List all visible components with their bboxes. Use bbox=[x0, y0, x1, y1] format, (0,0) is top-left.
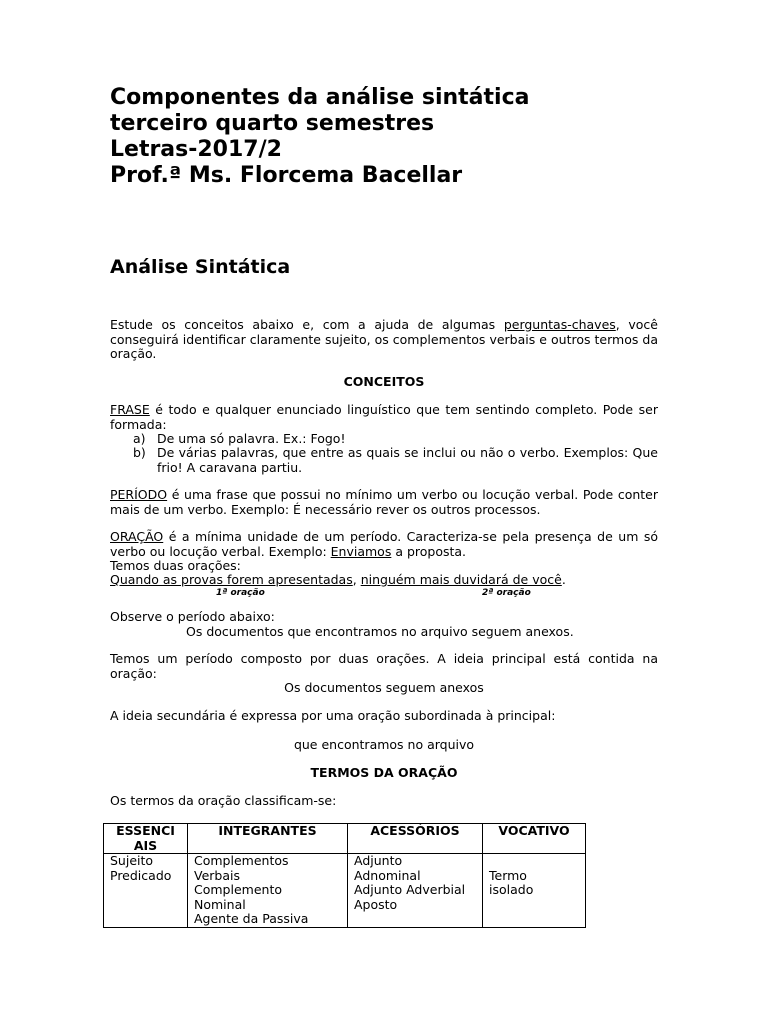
clause-2: ninguém mais duvidará de você bbox=[360, 572, 562, 587]
clause-separator: , bbox=[352, 572, 361, 587]
observe-example: Os documentos que encontramos no arquivo seguem anexos. bbox=[186, 624, 574, 639]
intro-text-end: , você conseguirá identificar claramente sujeito, os complementos verbais e outros termos da oração. bbox=[110, 317, 658, 361]
document-header bbox=[110, 85, 529, 189]
column-header-vocativo: VOCATIVO bbox=[483, 824, 586, 854]
cell-line: Verbais bbox=[194, 867, 240, 883]
header-line-1: Componentes da análise sintática bbox=[110, 85, 530, 110]
list-item-text: De uma só palavra. Ex.: Fogo! bbox=[157, 431, 346, 446]
intro-text-start: Estude os conceitos abaixo e, com a ajuda de algumas bbox=[110, 317, 504, 332]
oracao-paragraph bbox=[110, 530, 658, 559]
secundaria-example: que encontramos no arquivo bbox=[293, 737, 475, 752]
cell-line: Agente da Passiva bbox=[194, 911, 309, 926]
cell-acessorios bbox=[348, 854, 483, 928]
principal-clause: Os documentos seguem anexos bbox=[284, 680, 484, 695]
list-marker: b) bbox=[133, 445, 146, 460]
cell-line: Adjunto Adverbial bbox=[354, 882, 466, 897]
oracao-text: é a mínima unidade de um período. Caracteriza-se pela presença de um só verbo ou locução verbal. Exemplo: bbox=[110, 529, 658, 559]
oracao-example-verb: Enviamos bbox=[330, 543, 392, 559]
termos-heading: TERMOS DA ORAÇÃO bbox=[310, 765, 458, 780]
cell-line: Adnominal bbox=[354, 867, 421, 883]
cell-integrantes bbox=[188, 854, 348, 928]
secundaria-line: A ideia secundária é expressa por uma oração subordinada à principal: bbox=[110, 708, 556, 723]
observe-line: Observe o período abaixo: bbox=[110, 609, 275, 624]
intro-paragraph bbox=[110, 318, 658, 362]
cell-line: Complementos bbox=[194, 853, 289, 868]
table-row bbox=[104, 854, 586, 928]
oracao-term: ORAÇÃO bbox=[110, 529, 164, 544]
cell-line: Adjunto bbox=[354, 853, 403, 868]
frase-term: FRASE bbox=[110, 402, 150, 417]
cell-line: isolado bbox=[489, 882, 534, 897]
cell-line bbox=[489, 854, 579, 869]
column-header-integrantes: INTEGRANTES bbox=[188, 824, 348, 854]
list-item-text: De várias palavras, que entre as quais se inclui ou não o verbo. Exemplos: Que frio! A caravana partiu. bbox=[157, 445, 658, 475]
clauses-example bbox=[110, 573, 566, 588]
periodo-paragraph bbox=[110, 488, 658, 517]
column-header-acessorios: ACESSÓRIOS bbox=[348, 824, 483, 854]
perguntas-chaves-link: perguntas-chaves bbox=[503, 317, 616, 332]
clause-1: Quando as provas forem apresentadas bbox=[110, 572, 353, 587]
oracao-text-end: a proposta. bbox=[391, 543, 467, 559]
composto-paragraph: Temos um período composto por duas orações. A ideia principal está contida na oração: bbox=[110, 651, 658, 681]
cell-line: Nominal bbox=[194, 896, 246, 912]
periodo-term: PERÍODO bbox=[110, 487, 168, 502]
two-clauses-line: Temos duas orações: bbox=[110, 558, 241, 573]
termos-intro: Os termos da oração classificam-se: bbox=[110, 793, 337, 808]
header-line-2: terceiro quarto semestres bbox=[110, 111, 435, 136]
cell-vocativo bbox=[483, 854, 586, 928]
section-title: Análise Sintática bbox=[110, 256, 291, 278]
clause-1-label: 1ª oração bbox=[216, 588, 265, 598]
frase-text: é todo e qualquer enunciado linguístico que tem sentindo completo. Pode ser formada: bbox=[110, 402, 658, 432]
list-marker: a) bbox=[133, 431, 146, 446]
clause-period: . bbox=[561, 572, 566, 587]
header-line-3: Letras-2017/2 bbox=[110, 137, 282, 162]
list-item bbox=[133, 446, 658, 475]
periodo-text: é uma frase que possui no mínimo um verbo ou locução verbal. Pode conter mais de um verbo. Exemplo: É necessário rever os outros processos. bbox=[110, 487, 658, 517]
cell-line: Predicado bbox=[110, 867, 172, 883]
conceitos-heading: CONCEITOS bbox=[343, 374, 425, 389]
cell-line: Sujeito bbox=[110, 853, 154, 868]
table-header-row bbox=[104, 824, 586, 854]
frase-paragraph bbox=[110, 403, 658, 432]
header-line-4: Prof.ª Ms. Florcema Bacellar bbox=[110, 163, 463, 188]
clause-2-label: 2ª oração bbox=[482, 588, 531, 598]
column-header-essenciais: ESSENCI AIS bbox=[104, 824, 188, 854]
cell-line: Complemento bbox=[194, 882, 282, 897]
cell-line: Termo bbox=[489, 867, 527, 883]
cell-line: Aposto bbox=[354, 896, 398, 912]
terms-table bbox=[103, 823, 586, 928]
cell-essenciais bbox=[104, 854, 188, 928]
